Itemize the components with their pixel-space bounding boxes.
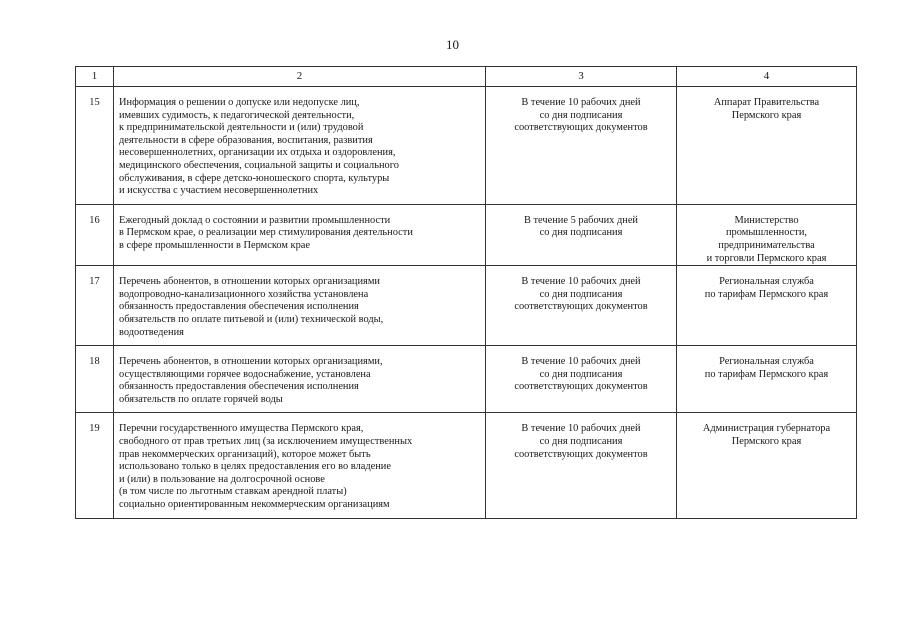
row-number: 16 bbox=[76, 204, 114, 265]
row-number: 17 bbox=[76, 266, 114, 346]
data-table bbox=[75, 66, 857, 519]
column-header: 2 bbox=[114, 67, 486, 87]
page-number: 10 bbox=[446, 37, 459, 52]
column-header: 3 bbox=[486, 67, 677, 87]
organization-cell: Министерство промышленности, предпринимательства и торговли Пермского края bbox=[677, 204, 857, 265]
term-cell: В течение 10 рабочих дней со дня подписания соответствующих документов bbox=[486, 266, 677, 346]
info-cell: Перечень абонентов, в отношении которых организациями, осуществляющими горячее водоснабжение, установлена обязанность предоставления обеспечения исполнения обязательств по оплате горячей воды bbox=[114, 346, 486, 413]
table-row bbox=[76, 346, 857, 413]
column-header: 1 bbox=[76, 67, 114, 87]
term-cell: В течение 10 рабочих дней со дня подписания соответствующих документов bbox=[486, 346, 677, 413]
organization-cell: Администрация губернатора Пермского края bbox=[677, 413, 857, 518]
term-cell: В течение 10 рабочих дней со дня подписания соответствующих документов bbox=[486, 87, 677, 205]
table-header-row bbox=[76, 67, 857, 87]
table-row bbox=[76, 204, 857, 265]
info-cell: Перечень абонентов, в отношении которых организациями водопроводно-канализационного хозяйства установлена обязанность предоставления обеспечения исполнения обязательств по оплате питьевой и (или) технической воды, водоотведения bbox=[114, 266, 486, 346]
info-cell: Ежегодный доклад о состоянии и развитии промышленности в Пермском крае, о реализации мер стимулирования деятельности в сфере промышленности в Пермском крае bbox=[114, 204, 486, 265]
info-cell: Информация о решении о допуске или недопуске лиц, имевших судимость, к педагогической деятельности, к предпринимательской деятельности и (или) трудовой деятельности в сфере образования, воспитания, развития несовершеннолетних, организации их отдыха и оздоровления, медицинского обеспечения, социальной защиты и социального обслуживания, в сфере детско-юношеского спорта, культуры и искусства с участием несовершеннолетних bbox=[114, 87, 486, 205]
organization-cell: Региональная служба по тарифам Пермского края bbox=[677, 266, 857, 346]
table-row bbox=[76, 266, 857, 346]
organization-cell: Региональная служба по тарифам Пермского края bbox=[677, 346, 857, 413]
info-cell: Перечни государственного имущества Пермского края, свободного от прав третьих лиц (за исключением имущественных прав некоммерческих организаций), которое может быть использовано только в целях предоставления его во владение и (или) в пользование на долгосрочной основе (в том числе по льготным ставкам арендной платы) социально ориентированным некоммерческим организациям bbox=[114, 413, 486, 518]
column-header: 4 bbox=[677, 67, 857, 87]
row-number: 15 bbox=[76, 87, 114, 205]
organization-cell: Аппарат Правительства Пермского края bbox=[677, 87, 857, 205]
row-number: 19 bbox=[76, 413, 114, 518]
term-cell: В течение 10 рабочих дней со дня подписания соответствующих документов bbox=[486, 413, 677, 518]
row-number: 18 bbox=[76, 346, 114, 413]
term-cell: В течение 5 рабочих дней со дня подписания bbox=[486, 204, 677, 265]
table-row bbox=[76, 87, 857, 205]
table-row bbox=[76, 413, 857, 518]
